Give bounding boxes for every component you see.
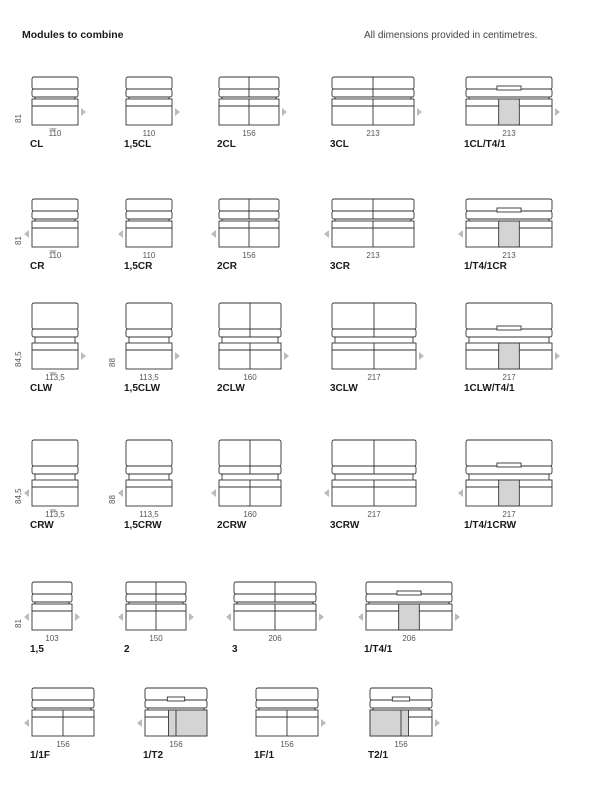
arrow-left-icon bbox=[118, 489, 123, 497]
arrow-left-icon bbox=[324, 230, 329, 238]
module-code: 2 bbox=[124, 644, 130, 655]
table-top-shape bbox=[497, 463, 521, 467]
module-drawing bbox=[30, 197, 116, 287]
width-label: 113,5 bbox=[139, 510, 159, 519]
width-label: 160 bbox=[243, 510, 257, 519]
module-code: 1/T2 bbox=[143, 750, 164, 761]
arrow-right-icon bbox=[189, 613, 194, 621]
arrow-right-icon bbox=[455, 613, 460, 621]
arrow-left-icon bbox=[24, 719, 29, 727]
arrow-right-icon bbox=[81, 352, 86, 360]
plan-outline-shape bbox=[126, 221, 172, 247]
module-code: 1,5CRW bbox=[124, 520, 162, 531]
width-label: 213 bbox=[502, 251, 516, 260]
width-label: 206 bbox=[268, 634, 282, 643]
width-label: 213 bbox=[366, 129, 380, 138]
arrow-right-icon bbox=[75, 613, 80, 621]
module-code: 2CR bbox=[217, 261, 238, 272]
arrow-left-icon bbox=[211, 489, 216, 497]
module-drawing bbox=[30, 686, 132, 776]
module-code: CRW bbox=[30, 520, 54, 531]
module-drawing bbox=[364, 580, 490, 670]
module-code: 1CLW/T4/1 bbox=[464, 383, 515, 394]
module-code: 1/T4/1CR bbox=[464, 261, 507, 272]
depth-label: 88 bbox=[108, 358, 117, 367]
backrest-shape bbox=[126, 440, 172, 466]
module-drawing bbox=[330, 197, 452, 287]
seat-cushion-shape bbox=[126, 89, 172, 97]
backrest-shape bbox=[126, 77, 172, 89]
module-drawing bbox=[464, 75, 590, 165]
module-code: CL bbox=[30, 139, 44, 150]
width-label: 156 bbox=[242, 251, 256, 260]
table-top-shape bbox=[497, 86, 521, 90]
table-top-shape bbox=[392, 697, 409, 701]
depth-label: 88 bbox=[108, 495, 117, 504]
depth-label: 84,5 bbox=[14, 351, 23, 367]
backrest-shape bbox=[32, 688, 94, 700]
width-label: 150 bbox=[149, 634, 163, 643]
depth-label: 81 bbox=[14, 236, 23, 245]
plan-outline-shape bbox=[32, 99, 78, 125]
arrow-right-icon bbox=[284, 352, 289, 360]
table-plan-shape bbox=[499, 343, 520, 369]
arrow-left-icon bbox=[118, 230, 123, 238]
backrest-shape bbox=[32, 199, 78, 211]
plan-outline-shape bbox=[32, 480, 78, 506]
arrow-left-icon bbox=[458, 489, 463, 497]
arrow-left-icon bbox=[24, 230, 29, 238]
depth-label: 81 bbox=[14, 619, 23, 628]
module-code: 3CL bbox=[330, 139, 349, 150]
module-drawing bbox=[254, 686, 356, 776]
module-drawing bbox=[124, 197, 210, 287]
backrest-shape bbox=[32, 440, 78, 466]
arrow-right-icon bbox=[81, 108, 86, 116]
seat-cushion-shape bbox=[126, 211, 172, 219]
seat-cushion-shape bbox=[32, 594, 72, 602]
module-drawing bbox=[368, 686, 470, 776]
backrest-shape bbox=[256, 688, 318, 700]
backrest-shape bbox=[32, 77, 78, 89]
table-top-shape bbox=[167, 697, 184, 701]
table-plan-shape bbox=[370, 710, 401, 736]
plan-outline-shape bbox=[126, 99, 172, 125]
module-drawing bbox=[30, 580, 110, 670]
arrow-right-icon bbox=[319, 613, 324, 621]
arrow-left-icon bbox=[324, 489, 329, 497]
width-label: 110 bbox=[142, 251, 156, 260]
plan-outline-shape bbox=[32, 604, 72, 630]
width-label: 156 bbox=[394, 740, 408, 749]
module-drawing bbox=[330, 75, 452, 165]
seat-cushion-shape bbox=[256, 700, 318, 708]
width-label: 110 bbox=[48, 251, 62, 260]
width-label: 156 bbox=[280, 740, 294, 749]
seat-cushion-shape bbox=[32, 89, 78, 97]
plan-outline-shape bbox=[32, 343, 78, 369]
module-drawing bbox=[124, 75, 210, 165]
module-drawing bbox=[217, 75, 317, 165]
width-label: 103 bbox=[45, 634, 59, 643]
backrest-shape bbox=[466, 303, 552, 329]
seat-cushion-shape bbox=[32, 329, 78, 337]
depth-label: 84,5 bbox=[14, 488, 23, 504]
width-label: 156 bbox=[169, 740, 183, 749]
module-code: 3CRW bbox=[330, 520, 360, 531]
module-code: 1CL/T4/1 bbox=[464, 139, 506, 150]
backrest-shape bbox=[32, 582, 72, 594]
arrow-right-icon bbox=[555, 108, 560, 116]
depth-label: 81 bbox=[14, 114, 23, 123]
width-label: 217 bbox=[367, 373, 381, 382]
header-title: Modules to combine bbox=[22, 29, 124, 41]
arrow-right-icon bbox=[321, 719, 326, 727]
arrow-right-icon bbox=[175, 352, 180, 360]
module-code: 3 bbox=[232, 644, 238, 655]
module-drawing bbox=[464, 197, 590, 287]
module-code: 1/T4/1 bbox=[364, 644, 393, 655]
module-drawing bbox=[232, 580, 354, 670]
module-code: T2/1 bbox=[368, 750, 389, 761]
backrest-shape bbox=[32, 303, 78, 329]
module-code: 1,5CR bbox=[124, 261, 153, 272]
table-plan-shape bbox=[499, 99, 520, 125]
module-drawing bbox=[30, 75, 116, 165]
width-label: 206 bbox=[402, 634, 416, 643]
header-note: All dimensions provided in centimetres. bbox=[364, 30, 538, 41]
module-code: 1,5 bbox=[30, 644, 44, 655]
arrow-right-icon bbox=[417, 108, 422, 116]
arrow-right-icon bbox=[435, 719, 440, 727]
arrow-left-icon bbox=[211, 230, 216, 238]
module-code: 3CR bbox=[330, 261, 351, 272]
width-label: 160 bbox=[243, 373, 257, 382]
arrow-left-icon bbox=[226, 613, 231, 621]
width-label: 156 bbox=[56, 740, 70, 749]
module-code: 1F/1 bbox=[254, 750, 275, 761]
seat-cushion-shape bbox=[32, 466, 78, 474]
arrow-right-icon bbox=[419, 352, 424, 360]
width-label: 217 bbox=[502, 373, 516, 382]
module-code: 1,5CLW bbox=[124, 383, 161, 394]
plan-outline-shape bbox=[126, 480, 172, 506]
arrow-left-icon bbox=[118, 613, 123, 621]
arrow-right-icon bbox=[175, 108, 180, 116]
table-plan-shape bbox=[499, 221, 520, 247]
seat-cushion-shape bbox=[32, 211, 78, 219]
module-drawing bbox=[143, 686, 245, 776]
module-code: 1/T4/1CRW bbox=[464, 520, 517, 531]
module-code: 2CLW bbox=[217, 383, 245, 394]
seat-cushion-shape bbox=[126, 466, 172, 474]
width-label: 217 bbox=[502, 510, 516, 519]
module-code: 1,5CL bbox=[124, 139, 152, 150]
width-label: 156 bbox=[242, 129, 256, 138]
table-plan-shape bbox=[176, 710, 207, 736]
width-label: 213 bbox=[366, 251, 380, 260]
backrest-shape bbox=[126, 303, 172, 329]
backrest-shape bbox=[126, 199, 172, 211]
module-code: CR bbox=[30, 261, 45, 272]
arrow-left-icon bbox=[24, 613, 29, 621]
arrow-left-icon bbox=[24, 489, 29, 497]
table-plan-shape bbox=[499, 480, 520, 506]
width-label: 113,5 bbox=[139, 373, 159, 382]
width-label: 110 bbox=[48, 129, 62, 138]
module-drawing bbox=[124, 580, 224, 670]
module-code: 2CRW bbox=[217, 520, 247, 531]
width-label: 213 bbox=[502, 129, 516, 138]
table-top-shape bbox=[397, 591, 421, 595]
arrow-left-icon bbox=[358, 613, 363, 621]
table-top-shape bbox=[497, 208, 521, 212]
plan-outline-shape bbox=[126, 343, 172, 369]
table-plan-shape bbox=[399, 604, 420, 630]
width-label: 113,5 bbox=[45, 510, 65, 519]
arrow-left-icon bbox=[137, 719, 142, 727]
arrow-left-icon bbox=[458, 230, 463, 238]
width-label: 217 bbox=[367, 510, 381, 519]
arrow-right-icon bbox=[555, 352, 560, 360]
module-code: 1/1F bbox=[30, 750, 51, 761]
table-top-shape bbox=[497, 326, 521, 330]
seat-cushion-shape bbox=[32, 700, 94, 708]
width-label: 113,5 bbox=[45, 373, 65, 382]
plan-outline-shape bbox=[32, 221, 78, 247]
module-code: 3CLW bbox=[330, 383, 358, 394]
width-label: 110 bbox=[142, 129, 156, 138]
module-code: CLW bbox=[30, 383, 53, 394]
arrow-right-icon bbox=[282, 108, 287, 116]
backrest-shape bbox=[466, 440, 552, 466]
seat-cushion-shape bbox=[126, 329, 172, 337]
module-drawing bbox=[217, 197, 317, 287]
module-code: 2CL bbox=[217, 139, 236, 150]
